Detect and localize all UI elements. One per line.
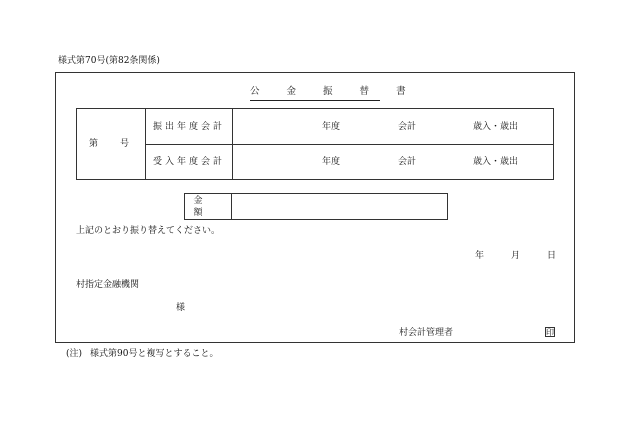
note-prefix: (注)	[66, 349, 83, 359]
date-year: 年	[475, 251, 485, 261]
form-number: 様式第70号(第82条関係)	[58, 56, 160, 66]
amount-label	[185, 194, 232, 219]
date-month: 月	[511, 251, 521, 261]
statement: 上記のとおり振り替えてください。	[76, 226, 221, 236]
seal-mark: 印	[546, 328, 554, 337]
account-table	[76, 108, 554, 180]
row-sainyu: 歳入・歳出	[473, 157, 519, 167]
row-sainyu: 歳入・歳出	[473, 122, 519, 132]
number-label	[89, 140, 137, 149]
addressee: 村指定金融機関	[76, 280, 140, 290]
row-label-furidashi: 振出年度会計	[153, 122, 226, 132]
row-label-ukeire: 受入年度会計	[153, 157, 226, 167]
signer: 村会計管理者	[399, 328, 454, 338]
note: 様式第90号と複写とすること。	[90, 349, 219, 359]
row-nendo: 年度	[322, 157, 341, 167]
row-nendo: 年度	[322, 122, 341, 132]
sama: 様	[176, 303, 186, 313]
ban-text: 第	[89, 139, 107, 149]
table-row-divider	[145, 144, 553, 145]
amount-label-top: 金	[193, 196, 203, 206]
date-day: 日	[547, 251, 557, 261]
go-text: 号	[120, 139, 138, 149]
document-title: 公 金 振 替 書	[250, 87, 380, 101]
row-kaikei: 会計	[398, 157, 417, 167]
amount-box	[184, 193, 448, 220]
row-kaikei: 会計	[398, 122, 417, 132]
amount-label-bottom: 額	[193, 208, 203, 218]
